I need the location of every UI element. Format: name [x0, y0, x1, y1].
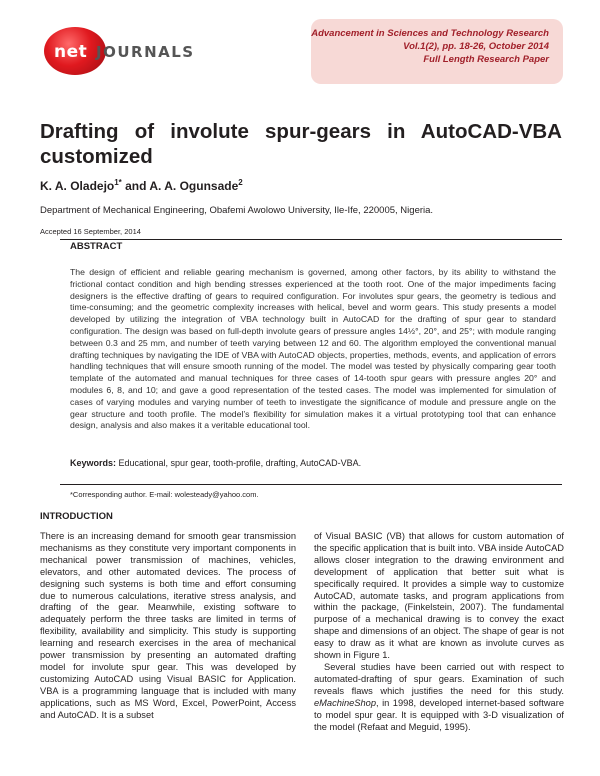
paragraph: [314, 662, 564, 733]
keywords: [70, 458, 361, 468]
author-joiner: and: [121, 179, 150, 193]
accepted-date: Accepted 16 September, 2014: [40, 227, 141, 236]
journal-name: Advancement in Sciences and Technology Research: [311, 28, 549, 39]
author-list: [40, 178, 243, 193]
keywords-list: Educational, spur gear, tooth-profile, drafting, AutoCAD-VBA.: [116, 458, 362, 468]
paper-title: Drafting of involute spur-gears in AutoCAD-VBA customized: [40, 120, 562, 168]
paragraph: of Visual BASIC (VB) that allows for custom automation of the specific application that is built into. VBA inside AutoCAD allows closer integration to the drawing environment and development of application that better suit what is specifically required. It provides a simple way to customize AutoCAD, automate tasks, and program applications from within the package, (Finkelstein, 2007). The fundamental purpose of a mechanical drawing is to convey the exact shape and dimensions of an object. The shape of gear is not easy to draw as it what are known as involute curves as shown in Figure 1.: [314, 531, 564, 661]
body-column-right: [314, 531, 564, 733]
corresponding-author-note: *Corresponding author. E-mail: wolesteady@yahoo.com.: [70, 490, 259, 499]
paper-type: Full Length Research Paper: [423, 54, 549, 65]
author-name: A. A. Ogunsade: [149, 179, 239, 193]
body-column-left: [40, 531, 296, 722]
netjournals-logo: [44, 27, 214, 75]
journal-volume: Vol.1(2), pp. 18-26, October 2014: [403, 41, 549, 52]
journal-info-box: [311, 19, 563, 84]
logo-journals-text: JOURNALS: [96, 43, 195, 61]
abstract-heading: ABSTRACT: [70, 241, 123, 252]
logo-net-text: net: [54, 42, 88, 62]
author-affiliation-mark: 2: [238, 178, 243, 187]
author-affiliation-mark: 1*: [114, 178, 122, 187]
abstract-text: The design of efficient and reliable gearing mechanism is governed, among other factors, by its ability to withstand the frictional contact condition and high bending stresses experienced at the tooth root. One of the major impediments facing designers is the effective drafting of gears to required configuration. For involutes spur gears, the geometry is tedious and time-consuming; and the geometric complexity increases with helical, bevel and worm gears. This study presents a model developed by utilizing the integration of VBA technology built in AutoCAD for the drafting of spur gear to standard configuration. The design was based on full-depth involute gears of pressure angles 14½°, 20°, and 25°; with module ranging between 0.3 and 25 mm, and number of teeth varying between 12 and 60. The algorithm employed the conventional manual drafting techniques by navigating the IDE of VBA with AutoCAD objects, properties, methods, events, and application of errors handling techniques that will ensure smooth running of the model. The model was tested by physically comparing gear tooth template of the automated and manual techniques for three cases of 14-tooth spur gears with pressure angles 20° and modules 6, 8, and 10; and gave a good representation of the tested cases. The model was implemented for simulation of cases of varying modules and varying number of teeth to investigate the significance of module and pressure angle on the gear structure and tooth profile. The model’s flexibility for simulation makes it a virtual prototyping tool that can enhance design, analysis and also makes it a veritable educational tool.: [70, 267, 556, 431]
paragraph-text: Several studies have been carried out with respect to automated-drafting of spur gears. Examination of such reveals flaws which justifies the need for this study.: [314, 661, 564, 696]
paragraph-text: , in 1998, developed internet-based software to model spur gear. It is equipped with 3-D visualization of the model (Refaat and Meguid, 1995).: [314, 697, 564, 732]
author-name: K. A. Oladejo: [40, 179, 115, 193]
paragraph: There is an increasing demand for smooth gear transmission mechanisms as they constitute very important components in mechanical power transmission of machines, vehicles, elevators, and other automated devices. The process of designing such systems is both time and effort consuming due to numerous calculations, iterative stress analysis, and drafting of the gear. Meanwhile, existing software to adequately perform the three tasks are limited in terms of flexibility, availability and simplicity. This study is supporting learning and research exercises in the area of mechanical power transmission by presenting an automated drafting model for involute spur gear. This was developed by customizing AutoCAD using Visual BASIC for Application. VBA is a programming language that is included with many applications, such as MS Word, Excel, PowerPoint, Access and AutoCAD. It is a subset: [40, 531, 296, 720]
software-name: eMachineShop: [314, 697, 377, 708]
introduction-heading: INTRODUCTION: [40, 511, 113, 522]
keywords-label: Keywords:: [70, 458, 117, 468]
affiliation: Department of Mechanical Engineering, Obafemi Awolowo University, Ile-Ife, 220005, Nigeria.: [40, 205, 434, 216]
